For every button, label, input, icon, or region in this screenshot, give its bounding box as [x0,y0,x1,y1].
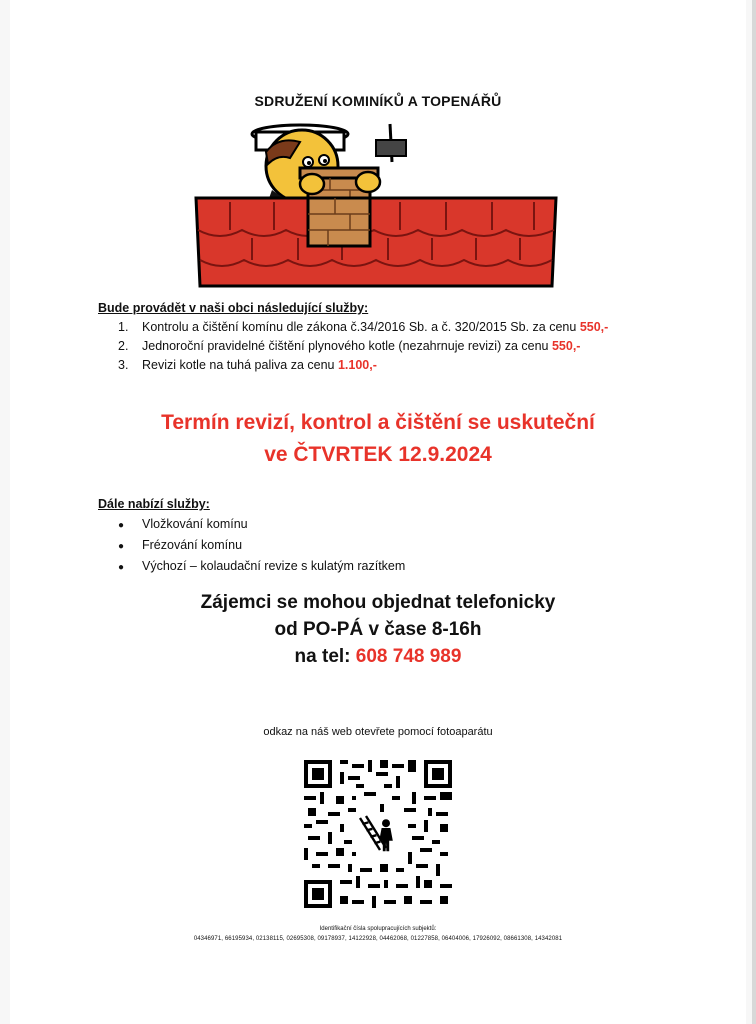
phone-number: 608 748 989 [355,646,462,667]
qr-caption: odkaz na náš web otevřete pomocí fotoaparátu [263,726,493,738]
list-item: ● Výchozí – kolaudační revize s kulatým razítkem [118,556,405,577]
bullet-icon: ● [118,541,125,552]
list-item: 1. Kontrolu a čištění komínu dle zákona č.34/2016 Sb. a č. 320/2015 Sb. za cenu 550,- [118,320,609,334]
page-title: SDRUŽENÍ KOMINÍKŮ A TOPENÁŘŮ [254,93,502,109]
services-list [118,318,608,375]
announcement-line-1: Termín revizí, kontrol a čištění se uskuteční [161,411,595,434]
bullet-icon: ● [118,562,125,573]
announcement-line-2: ve ČTVRTEK 12.9.2024 [264,443,492,466]
list-item: 3. Revizi kotle na tuhá paliva za cenu 1.100,- [118,358,377,372]
contact-line-1: Zájemci se mohou objednat telefonicky [200,592,556,613]
services-heading: Bude provádět v naši obci následující služby: [98,301,369,315]
page-edge [752,0,756,1024]
list-item: ● Vložkování komínu [118,514,405,535]
price: 550,- [551,339,581,353]
chimney-sweep-icon [190,118,562,290]
extra-services-list [118,514,405,577]
list-item: ● Frézování komínu [118,535,405,556]
list-item: 2. Jednoroční pravidelné čištění plynového kotle (nezahrnuje revizi) za cenu 550,- [118,339,581,353]
contact-line-2: od PO-PÁ v čase 8-16h [274,619,482,640]
extra-services-heading: Dále nabízí služby: [98,497,210,511]
price: 550,- [579,320,609,334]
contact-phone-line: na tel: 608 748 989 [294,646,462,667]
partner-ids: 04346971, 66195934, 02138115, 02695308, 09178937, 14122928, 04462068, 01227858, 06404006, 17926092, 08661308, 14342081 [193,936,563,942]
bullet-icon: ● [118,520,125,531]
price: 1.100,- [337,358,377,372]
qr-code-icon[interactable] [304,760,452,908]
ids-label: Identifikační čísla spolupracujících subjektů: [319,926,437,932]
